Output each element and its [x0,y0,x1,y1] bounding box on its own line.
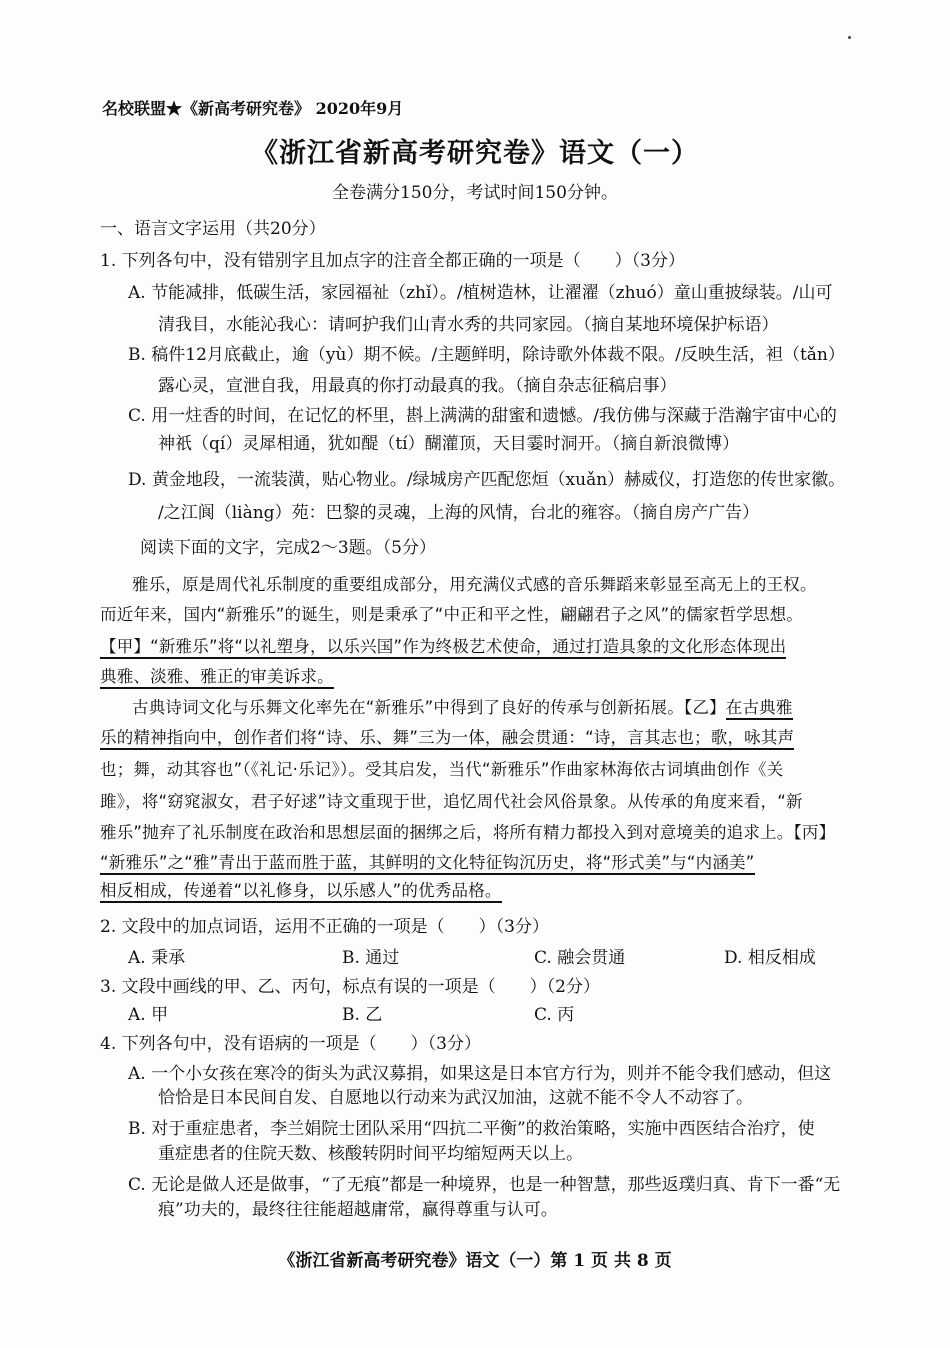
question-1-option-a-cont: 清我目，水能沁我心：请呵护我们山青水秀的共同家园。（摘自某地环境保护标语） [158,315,779,335]
page-title: 《浙江省新高考研究卷》语文（一） [251,138,699,169]
question-4-option-a: A. 一个小女孩在寒冷的街头为武汉募捐，如果这是日本官方行为，则并不能令我们感动，但这 [128,1064,832,1084]
page-footer: 《浙江省新高考研究卷》语文（一）第 1 页 共 8 页 [278,1251,672,1271]
series-tag: 名校联盟★《新高考研究卷》 2020年9月 [102,99,404,118]
sentence-bing: “新雅乐”之“雅”青出于蓝而胜于蓝，其鲜明的文化特征钩沉历史，将“形式美”与“内涵美” [100,853,755,875]
passage-line [100,666,334,688]
question-4-option-b: B. 对于重症患者，李兰娟院士团队采用“四抗二平衡”的救治策略，实施中西医结合治疗，使 [128,1119,815,1139]
question-3-option-b: B. 乙 [342,1005,383,1025]
passage-text: 古典诗词文化与乐舞文化率先在“新雅乐”中得到了良好的传承与创新拓展。【乙】 [132,698,726,717]
question-3-option-a: A. 甲 [128,1005,169,1025]
sentence-yi: 在古典雅 [726,698,793,720]
question-1-stem: 1. 下列各句中，没有错别字且加点字的注音全都正确的一项是（ ）（3分） [100,251,685,271]
passage-line: 而近年来，国内“新雅乐”的诞生，则是秉承了“中正和平之性，翩翩君子之风”的儒家哲学思想。 [100,605,803,624]
passage-line [100,852,755,874]
question-4-option-c: C. 无论是做人还是做事，“了无痕”都是一种境界，也是一种智慧，那些返璞归真、肯下一番“无 [128,1175,841,1195]
question-1-option-b-cont: 露心灵，宣泄自我，用最真的你打动最真的我。（摘自杂志征稿启事） [158,376,677,396]
sentence-bing-cont: 相反相成，传递着“以礼修身，以乐感人”的优秀品格。 [100,881,502,903]
passage-line: 也；舞，动其容也”（《礼记·乐记》）。受其启发，当代“新雅乐”作曲家林海依古词填曲创作《关 [100,760,784,779]
question-2-option-c: C. 融会贯通 [534,948,626,968]
question-2-stem: 2. 文段中的加点词语，运用不正确的一项是（ ）（3分） [100,917,549,937]
exam-info: 全卷满分150分，考试时间150分钟。 [332,183,618,203]
reading-intro: 阅读下面的文字，完成2～3题。（5分） [140,538,436,558]
passage-line: 雅乐，原是周代礼乐制度的重要组成部分，用充满仪式感的音乐舞蹈来彰显至高无上的王权。 [132,575,817,594]
passage-line [100,880,502,902]
question-2-option-d: D. 相反相成 [724,948,816,968]
question-4-option-c-cont: 痕”功夫的，最终往往能超越庸常，赢得尊重与认可。 [158,1200,558,1220]
question-2-option-a: A. 秉承 [128,948,186,968]
question-3-option-c: C. 丙 [534,1005,575,1025]
question-1-option-d-cont: /之江阆（liàng）苑：巴黎的灵魂，上海的风情，台北的雍容。（摘自房产广告） [158,503,760,523]
question-4-stem: 4. 下列各句中，没有语病的一项是（ ）（3分） [100,1034,481,1054]
passage-line: 雅乐”抛弃了礼乐制度在政治和思想层面的捆绑之后，将所有精力都投入到对意境美的追求上。【丙】 [100,823,836,842]
passage-line: 雎》，将“窈窕淑女，君子好逑”诗文重现于世，追忆周代社会风俗景象。从传承的角度来看，“新 [100,792,803,811]
sentence-jia: 【甲】“新雅乐”将“以礼塑身，以乐兴国”作为终极艺术使命，通过打造具象的文化形态体现出 [100,637,786,659]
sentence-yi-cont: 乐的精神指向中，创作者们将“诗、乐、舞”三为一体，融会贯通：“诗，言其志也；歌，咏其声 [100,728,794,750]
sentence-jia-cont: 典雅、淡雅、雅正的审美诉求。 [100,667,334,689]
passage-line [132,697,793,719]
question-1-option-d: D. 黄金地段，一流装潢，贴心物业。/绿城房产匹配您烜（xuǎn）赫威仪，打造您的传世家徽。 [128,470,846,490]
question-1-option-a: A. 节能减排，低碳生活，家园福祉（zhǐ）。/植树造林，让濯濯（zhuó）童山重披绿装。/山可 [128,283,833,303]
question-1-option-c: C. 用一炷香的时间，在记忆的杯里，斟上满满的甜蜜和遗憾。/我仿佛与深藏于浩瀚宇宙中心的 [128,406,837,426]
passage-line [100,636,786,658]
scan-dot [848,36,851,39]
question-1-option-c-cont: 神祇（qí）灵犀相通，犹如醍（tí）醐灌顶，天目霎时洞开。（摘自新浪微博） [158,434,740,454]
question-4-option-b-cont: 重症患者的住院天数、核酸转阴时间平均缩短两天以上。 [158,1144,583,1164]
question-2-option-b: B. 通过 [342,948,400,968]
question-4-option-a-cont: 恰恰是日本民间自发、自愿地以行动来为武汉加油，这就不能不令人不动容了。 [158,1088,753,1108]
question-1-option-b: B. 稿件12月底截止，逾（yù）期不候。/主题鲜明，除诗歌外体裁不限。/反映生活，袒（tǎn） [128,345,845,365]
passage-line [100,727,794,749]
section-heading: 一、语言文字运用（共20分） [100,219,326,239]
question-3-stem: 3. 文段中画线的甲、乙、丙句，标点有误的一项是（ ）（2分） [100,977,600,997]
